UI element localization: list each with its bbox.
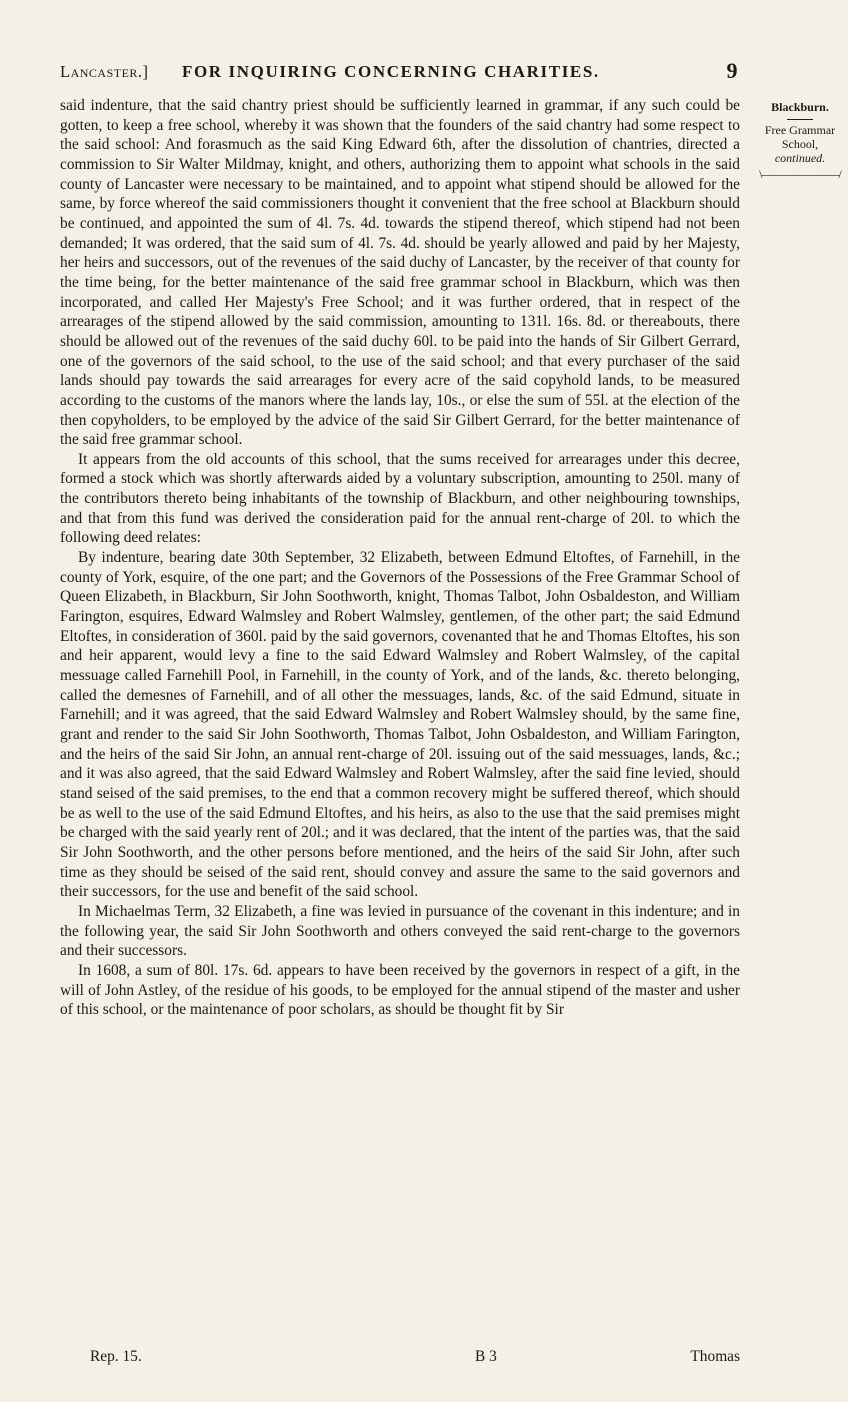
page-footer xyxy=(90,1348,740,1372)
body-text xyxy=(60,96,740,1020)
margin-note xyxy=(752,100,848,181)
report-number: Rep. 15. xyxy=(90,1348,142,1365)
margin-place: Blackburn. xyxy=(771,100,829,114)
margin-continued: continued. xyxy=(774,151,826,165)
running-header xyxy=(60,58,740,88)
margin-brace: \———————/ xyxy=(759,167,841,181)
page-number: 9 xyxy=(726,58,738,83)
paragraph-2: It appears from the old accounts of this school, that the sums received for arrearages under this decree, formed a stock which was shortly afterwards aided by a voluntary subscription, amounting to 250l. many of the contributors thereto being inhabitants of the township of Blackburn, and other neighbouring townships, and that from this fund was derived the consideration paid for the annual rent-charge of 20l. to which the following deed relates: xyxy=(60,450,740,547)
margin-rule xyxy=(787,119,813,120)
margin-subject: Free Grammar School, xyxy=(764,123,836,151)
signature-mark: B 3 xyxy=(475,1348,497,1365)
running-left: Lancaster.] xyxy=(60,62,149,81)
paragraph-5: In 1608, a sum of 80l. 17s. 6d. appears to have been received by the governors in respect of a gift, in the will of John Astley, of the residue of his goods, to be employed for the annual stipend of the master and usher of this school, or the maintenance of poor scholars, as should be thought fit by Sir xyxy=(60,961,740,1019)
paragraph-4: In Michaelmas Term, 32 Elizabeth, a fine was levied in pursuance of the covenant in this indenture; and in the following year, the said Sir John Soothworth and others conveyed the said rent-charge to the governors and their successors. xyxy=(60,902,740,960)
catchword: Thomas xyxy=(690,1348,740,1365)
paragraph-3: By indenture, bearing date 30th September, 32 Elizabeth, between Edmund Eltoftes, of Farnehill, in the county of York, esquire, of the one part; and the Governors of the Possessions of the Free Grammar School of Queen Elizabeth, in Blackburn, Sir John Soothworth, knight, Thomas Talbot, John Osbaldeston, and William Farington, esquires, Edward Walmsley and Robert Walmsley, gentlemen, of the other part; the said Edmund Eltoftes, in consideration of 360l. paid by the said governors, covenanted that he and Thomas Eltoftes, his son and heir apparent, would levy a fine to the said Edward Walmsley and Robert Walmsley, of the capital messuage called Farnehill Pool, in Farnehill, in the county of York, and of the lands, &c. thereto belonging, called the demesnes of Farnehill, and of all other the messuages, lands, &c. of the said Edmund, situate in Farnehill; and it was agreed, that the said Edward Walmsley and Robert Walmsley should, by the same fine, grant and render to the said Sir John Soothworth, Thomas Talbot, John Osbaldeston, and William Farington, and the heirs of the said Sir John, an annual rent-charge of 20l. issuing out of the said messuages, lands, &c.; and it was also agreed, that the said Edward Walmsley and Robert Walmsley, after the said fine levied, should stand seised of the said premises, to the end that a common recovery might be suffered thereof, which should be as well to the use of the said Edmund Eltoftes, and his heirs, as also to the use that the said premises might be charged with the said yearly rent of 20l.; and it was declared, that the intent of the parties was, that the said Sir John Soothworth, and the other persons before mentioned, and the heirs of the said Sir John, after such time as they should be seised of the said rent, should convey and assure the same to the said governors and their successors, for the use and benefit of the said school. xyxy=(60,549,740,901)
paragraph-1: said indenture, that the said chantry priest should be sufficiently learned in grammar, if any such could be gotten, to keep a free school, whereby it was shown that the founders of the said chantry had some respect to the said school: And forasmuch as the said King Edward 6th, after the dissolution of chantries, directed a commission to Sir Walter Mildmay, knight, and others, authorizing them to appoint what schools in the said county of Lancaster were necessary to be maintained, and to appoint what stipend should be allowed for the same, by force whereof the said commissioners thought it convenient that the free school at Blackburn should be continued, and appointed the sum of 4l. 7s. 4d. towards the stipend thereof, which stipend had not been demanded; It was ordered, that the said sum of 4l. 7s. 4d. should be yearly allowed and paid by her Majesty, her heirs and successors, out of the revenues of the said duchy of Lancaster, by the receiver of that county for the time being, for the better maintenance of the said free grammar school in Blackburn, which was then incorporated, and called Her Majesty's Free School; and it was further ordered, that in respect of the arrearages of the stipend allowed by the said commission, amounting to 131l. 16s. 8d. or thereabouts, there should be allowed out of the revenues of the said duchy 60l. to be paid into the hands of Sir Gilbert Gerrard, one of the governors of the said school, to the use of the said school; and that every purchaser of the said lands should pay towards the said arrearages for every acre of the said copyhold lands, to be measured according to the customs of the manors where the lands lay, 10s., or else the sum of 55l. at the election of the then copyholders, to be employed by the advice of the said Sir Gilbert Gerrard, for the better maintenance of the said free grammar school. xyxy=(60,97,740,449)
running-title: FOR INQUIRING CONCERNING CHARITIES. xyxy=(182,62,600,81)
